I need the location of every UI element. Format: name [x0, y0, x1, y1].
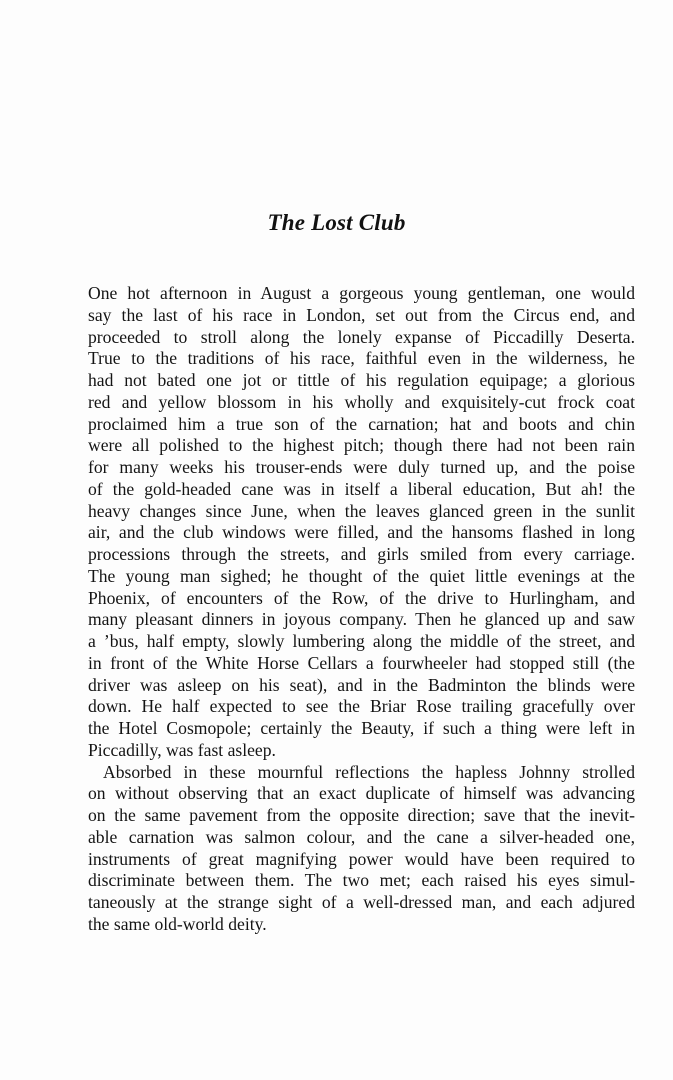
- text-line: had not bated one jot or tittle of his regulation equipage; a glorious: [88, 370, 635, 390]
- text-line: instruments of great magnifying power would have been required to: [88, 848, 635, 869]
- text-line: the Hotel Cosmopole; certainly the Beauty, if such a thing were left in: [88, 718, 635, 738]
- text-line: able carnation was salmon colour, and the cane a silver-headed one,: [88, 826, 635, 847]
- text-line: One hot afternoon in August a gorgeous young gentleman, one would: [88, 283, 635, 303]
- text-line: proclaimed him a true son of the carnation; hat and boots and chin: [88, 413, 635, 434]
- text-line: the same old-world deity.: [88, 913, 267, 934]
- text-line: air, and the club windows were filled, and the hansoms flashed in long: [88, 522, 635, 543]
- text-line: driver was asleep on his seat), and in the Badminton the blinds were: [88, 674, 635, 695]
- text-line: down. He half expected to see the Briar Rose trailing gracefully over: [88, 696, 635, 717]
- text-line: a ’bus, half empty, slowly lumbering along the middle of the street, and: [88, 631, 635, 651]
- paragraph-1: [88, 283, 635, 762]
- text-line: Absorbed in these mournful reflections the hapless Johnny strolled: [103, 761, 635, 782]
- chapter-title: The Lost Club: [267, 210, 406, 235]
- text-line: say the last of his race in London, set out from the Circus end, and: [88, 304, 635, 325]
- text-line: discriminate between them. The two met; each raised his eyes simul-: [88, 870, 635, 891]
- text-line: on the same pavement from the opposite direction; save that the inevit-: [88, 805, 635, 825]
- text-line: proceeded to stroll along the lonely expanse of Piccadilly Deserta.: [88, 326, 635, 347]
- text-line: True to the traditions of his race, faithful even in the wilderness, he: [88, 348, 635, 369]
- text-line: processions through the streets, and girls smiled from every carriage.: [88, 544, 635, 564]
- text-line: red and yellow blossom in his wholly and exquisitely-cut frock coat: [88, 391, 635, 412]
- text-line: taneously at the strange sight of a well-dressed man, and each adjured: [88, 892, 635, 912]
- text-line: many pleasant dinners in joyous company. Then he glanced up and saw: [88, 609, 635, 630]
- text-line: Phoenix, of encounters of the Row, of the drive to Hurlingham, and: [88, 587, 635, 608]
- text-line: Piccadilly, was fast asleep.: [88, 739, 276, 760]
- text-line: of the gold-headed cane was in itself a liberal education, But ah! the: [88, 478, 635, 499]
- text-line: The young man sighed; he thought of the quiet little evenings at the: [88, 565, 635, 586]
- text-line: for many weeks his trouser-ends were duly turned up, and the poise: [88, 457, 635, 477]
- paragraph-2: [88, 762, 635, 936]
- chapter-body: [88, 283, 635, 936]
- text-line: were all polished to the highest pitch; though there had not been rain: [88, 435, 635, 456]
- text-line: heavy changes since June, when the leaves glanced green in the sunlit: [88, 500, 635, 521]
- text-line: in front of the White Horse Cellars a fourwheeler had stopped still (the: [88, 652, 635, 673]
- text-line: on without observing that an exact duplicate of himself was advancing: [88, 783, 635, 804]
